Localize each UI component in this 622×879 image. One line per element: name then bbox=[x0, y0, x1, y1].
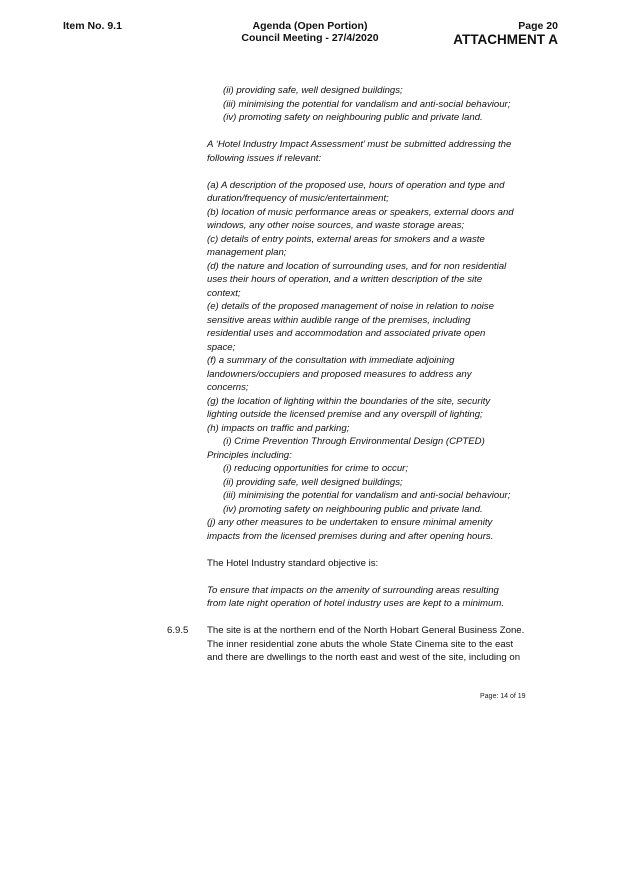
objective-line: from late night operation of hotel industry uses are kept to a minimum. bbox=[207, 598, 505, 609]
issue-line: space; bbox=[207, 341, 236, 353]
list-item: (iv) promoting safety on neighbouring public and private land. bbox=[223, 503, 483, 515]
intro-line: following issues if relevant: bbox=[207, 152, 322, 164]
issue-line: (h) impacts on traffic and parking; bbox=[207, 422, 350, 434]
issue-line: residential uses and accommodation and associated private open bbox=[207, 328, 486, 339]
agenda-title-line1: Agenda (Open Portion) bbox=[252, 20, 368, 32]
section-line: The inner residential zone abuts the whole State Cinema site to the east bbox=[207, 638, 514, 650]
issue-line: (b) location of music performance areas or speakers, external doors and bbox=[207, 206, 514, 218]
cpted-heading-cont: Principles including: bbox=[207, 449, 292, 461]
list-item: (ii) providing safe, well designed buildings; bbox=[223, 476, 403, 488]
attachment-label: ATTACHMENT A bbox=[453, 32, 558, 47]
page-footer: Page: 14 of 19 bbox=[480, 693, 526, 700]
issue-line: (e) details of the proposed management of noise in relation to noise bbox=[207, 301, 494, 312]
page-info bbox=[453, 20, 558, 47]
issue-line: landowners/occupiers and proposed measures to address any bbox=[207, 368, 472, 380]
issue-line: context; bbox=[207, 287, 241, 299]
issue-line: (a) A description of the proposed use, hours of operation and type and bbox=[207, 179, 505, 191]
section-number: 6.9.5 bbox=[167, 625, 189, 636]
issue-line: duration/frequency of music/entertainment; bbox=[207, 193, 389, 204]
section-line: The site is at the northern end of the North Hobart General Business Zone. bbox=[207, 625, 525, 636]
section-line: and there are dwellings to the north east and west of the site, including on bbox=[207, 652, 521, 663]
issue-line: lighting outside the licensed premise and any overspill of lighting; bbox=[207, 409, 483, 420]
agenda-title bbox=[210, 20, 410, 44]
section-paragraph bbox=[167, 624, 537, 665]
issue-line: (j) any other measures to be undertaken to ensure minimal amenity bbox=[207, 517, 493, 528]
list-item: (ii) providing safe, well designed buildings; bbox=[223, 85, 403, 96]
issue-line: management plan; bbox=[207, 247, 287, 258]
objective-line: To ensure that impacts on the amenity of surrounding areas resulting bbox=[207, 584, 499, 596]
issue-line: windows, any other noise sources, and waste storage areas; bbox=[207, 220, 465, 231]
item-number: Item No. 9.1 bbox=[63, 20, 122, 32]
issue-line: uses their hours of operation, and a written description of the site bbox=[207, 274, 483, 285]
issue-line: (g) the location of lighting within the boundaries of the site, security bbox=[207, 395, 491, 407]
agenda-title-line2: Council Meeting - 27/4/2020 bbox=[241, 32, 379, 44]
objective-heading: The Hotel Industry standard objective is: bbox=[207, 557, 379, 569]
issues-list bbox=[207, 179, 537, 544]
document-body bbox=[167, 84, 537, 665]
list-item: (iii) minimising the potential for vandalism and anti-social behaviour; bbox=[223, 98, 511, 110]
list-item: (i) reducing opportunities for crime to occur; bbox=[223, 463, 409, 474]
issue-line: impacts from the licensed premises during and after opening hours. bbox=[207, 530, 494, 542]
issue-line: concerns; bbox=[207, 382, 249, 393]
issue-line: sensitive areas within audible range of the premises, including bbox=[207, 314, 471, 326]
intro-line: A ‘Hotel Industry Impact Assessment’ must be submitted addressing the bbox=[207, 139, 512, 150]
issue-line: (c) details of entry points, external areas for smokers and a waste bbox=[207, 233, 485, 245]
issue-line: (f) a summary of the consultation with immediate adjoining bbox=[207, 355, 455, 366]
page-number: Page 20 bbox=[518, 20, 558, 32]
list-item: (iv) promoting safety on neighbouring public and private land. bbox=[223, 112, 483, 123]
issue-line: (d) the nature and location of surrounding uses, and for non residential bbox=[207, 260, 507, 272]
cpted-heading: (i) Crime Prevention Through Environmental Design (CPTED) bbox=[223, 436, 485, 447]
list-item: (iii) minimising the potential for vandalism and anti-social behaviour; bbox=[223, 490, 511, 501]
